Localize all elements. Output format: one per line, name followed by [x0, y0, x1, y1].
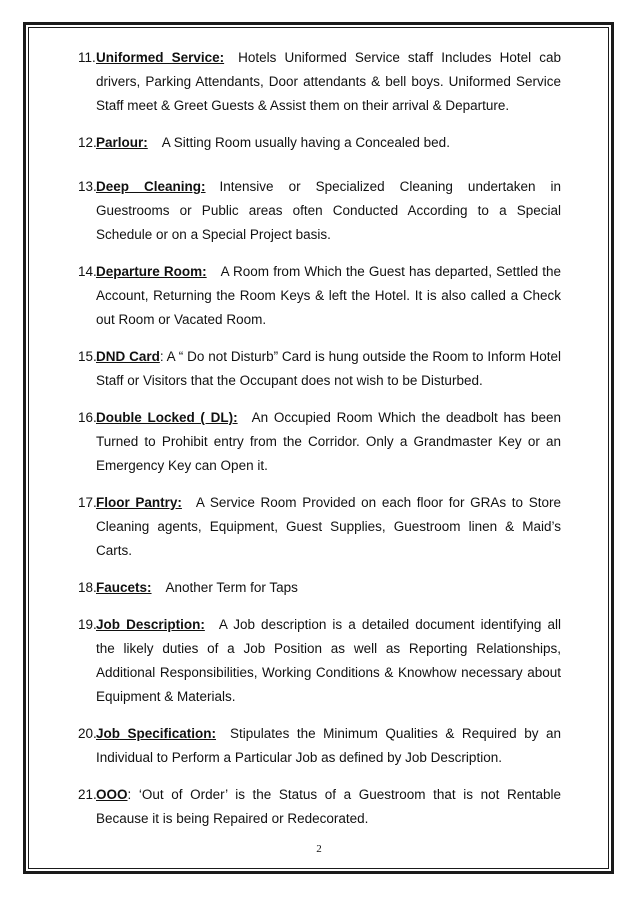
entry-definition: Another Term for Taps: [165, 580, 298, 595]
entry-number: 11.: [78, 50, 96, 65]
entry-definition: A Sitting Room usually having a Concealed bed.: [161, 135, 450, 150]
entry-number: 16.: [78, 410, 97, 425]
glossary-entry-21: [78, 783, 561, 831]
entry-term: Double Locked ( DL):: [96, 410, 238, 425]
entry-number: 18.: [78, 580, 97, 595]
glossary-entry-19: [78, 613, 561, 709]
entry-definition: A Service Room Provided on each floor for GRAs to Store Cleaning agents, Equipment, Guest Supplies, Guestroom linen & Maid’s Carts.: [96, 495, 561, 558]
entry-term: Job Specification:: [96, 726, 217, 741]
glossary-entry-17: [78, 491, 561, 563]
glossary-entry-12: [78, 131, 561, 155]
glossary-list: [78, 46, 561, 831]
glossary-entry-15: [78, 345, 561, 393]
entry-term: DND Card: [96, 349, 160, 364]
page-number: 2: [316, 843, 322, 855]
entry-definition: : ‘Out of Order’ is the Status of a Guestroom that is not Rentable Because it is being Repaired or Redecorated.: [96, 787, 561, 826]
entry-definition: An Occupied Room Which the deadbolt has been Turned to Prohibit entry from the Corridor. Only a Grandmaster Key or an Emergency Key can Open it.: [96, 410, 562, 473]
entry-number: 21.: [78, 787, 97, 802]
entry-term: Floor Pantry:: [96, 495, 182, 510]
entry-definition: Hotels Uniformed Service staff Includes Hotel cab drivers, Parking Attendants, Door attendants & bell boys. Uniformed Service Staff meet & Greet Guests & Assist them on their arrival & Departure.: [96, 50, 561, 113]
entry-number: 17.: [78, 495, 97, 510]
glossary-entry-20: [78, 722, 561, 770]
entry-term: OOO: [96, 787, 128, 802]
glossary-entry-18: [78, 576, 561, 600]
entry-number: 20.: [78, 726, 97, 741]
entry-term: Job Description:: [96, 617, 205, 632]
entry-number: 15.: [78, 349, 97, 364]
glossary-entry-14: [78, 260, 561, 332]
entry-number: 19.: [78, 617, 97, 632]
entry-definition: A Room from Which the Guest has departed, Settled the Account, Returning the Room Keys & left the Hotel. It is also called a Check out Room or Vacated Room.: [96, 264, 561, 327]
entry-definition: Intensive or Specialized Cleaning undertaken in Guestrooms or Public areas often Conducted According to a Special Schedule or on a Special Project basis.: [96, 179, 562, 242]
entry-number: 12.: [78, 135, 97, 150]
entry-term: Uniformed Service:: [96, 50, 225, 65]
glossary-entry-16: [78, 406, 561, 478]
entry-definition: : A “ Do not Disturb” Card is hung outside the Room to Inform Hotel Staff or Visitors that the Occupant does not wish to be Disturbed.: [96, 349, 561, 388]
entry-term: Parlour:: [96, 135, 148, 150]
entry-term: Departure Room:: [96, 264, 207, 279]
entry-definition: A Job description is a detailed document identifying all the likely duties of a Job Position as well as Reporting Relationships, Additional Responsibilities, Working Conditions & Knowhow necessary about Equipment & Materials.: [96, 617, 562, 704]
entry-number: 13.: [78, 179, 97, 194]
entry-number: 14.: [78, 264, 97, 279]
entry-term: Faucets:: [96, 580, 152, 595]
entry-definition: Stipulates the Minimum Qualities & Required by an Individual to Perform a Particular Job as defined by Job Description.: [96, 726, 561, 765]
glossary-entry-11: [78, 46, 561, 118]
glossary-entry-13: [78, 175, 561, 247]
entry-term: Deep Cleaning:: [96, 179, 206, 194]
